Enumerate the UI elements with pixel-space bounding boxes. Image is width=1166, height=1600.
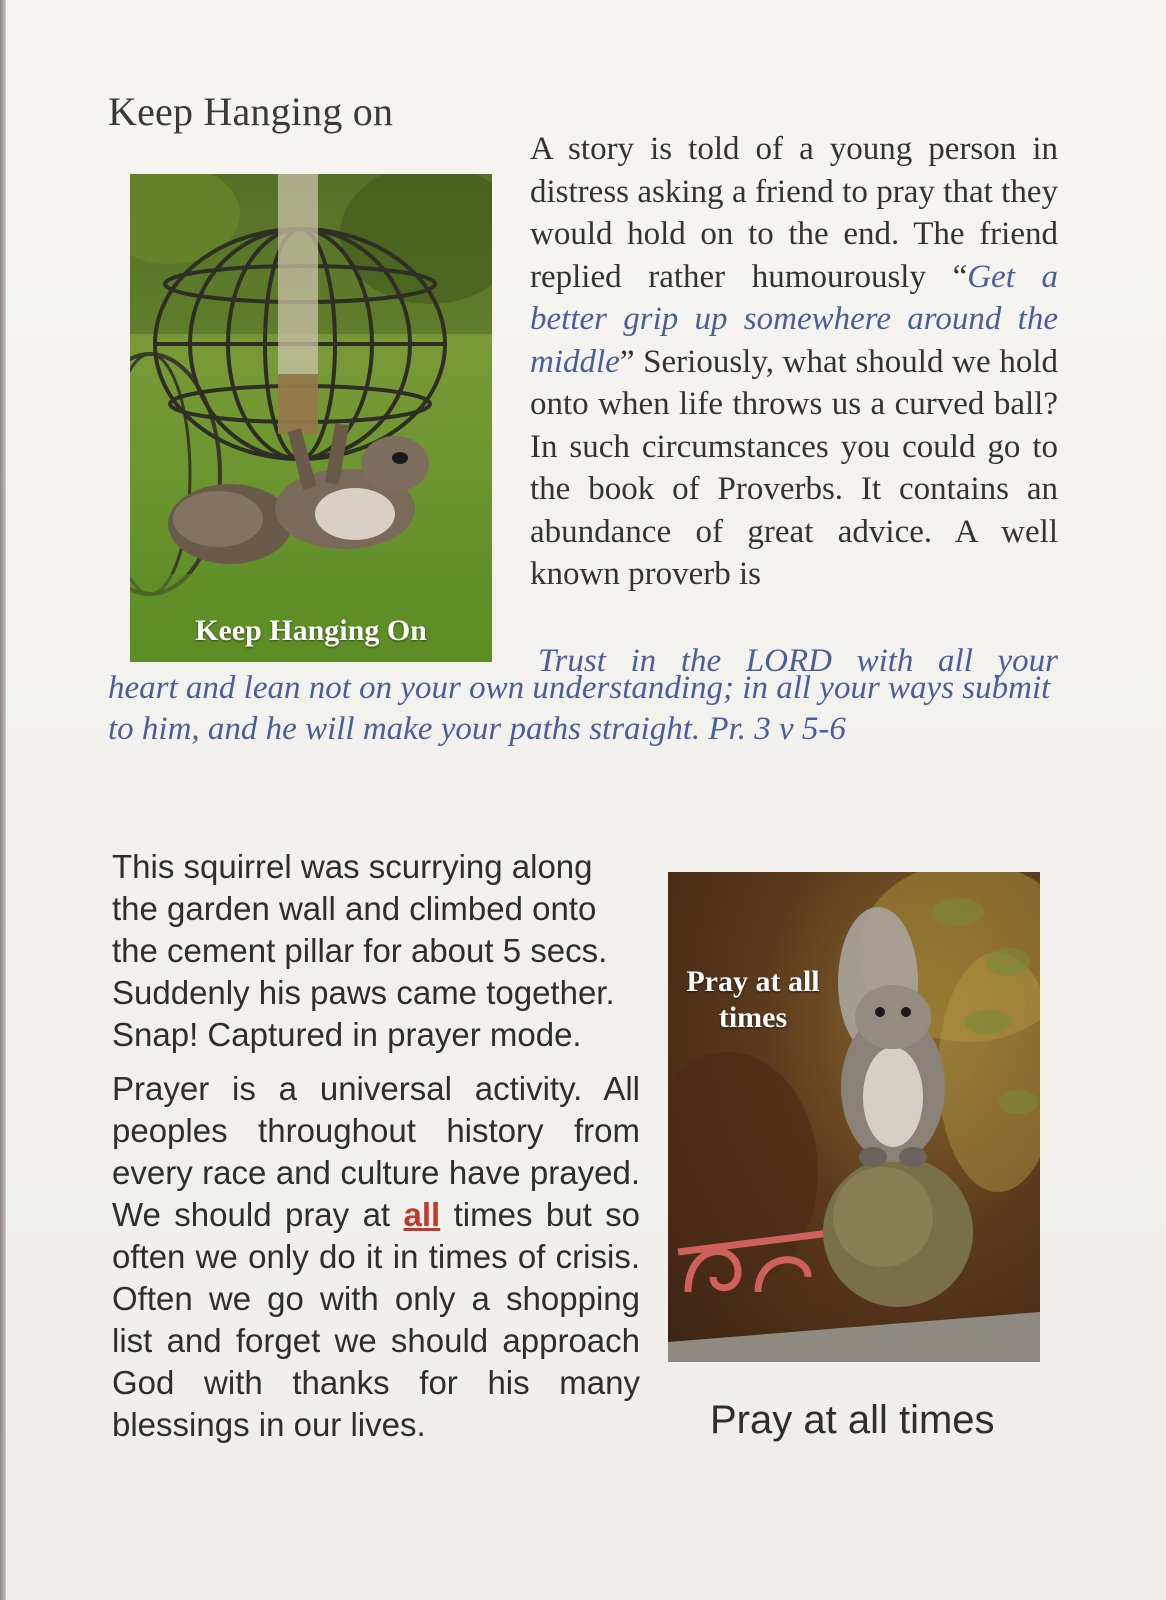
verse-text: heart and lean not on your own understanding; in all your ways submit to him, and he will make your paths straight. bbox=[108, 670, 1051, 747]
story-text-continued: Seriously, what should we hold onto when life throws us a curved ball? In such circumstances you could go to the book of Proverbs. It contains an abundance of great advice. A well known proverb is bbox=[530, 343, 1058, 592]
verse-reference: Pr. 3 v 5-6 bbox=[708, 711, 846, 747]
prayer-text-before: Prayer is a universal activity. All peoples throughout history from every race and culture have prayed. We should pray at bbox=[112, 1070, 640, 1233]
praying-squirrel-illustration bbox=[668, 872, 1040, 1362]
emphasis-all: all bbox=[403, 1196, 441, 1233]
photo2-caption: Pray at all times bbox=[686, 965, 820, 1034]
squirrel-paragraph-text: This squirrel was scurrying along the garden wall and climbed onto the cement pillar for about 5 secs. Suddenly his paws came together. Snap! Captured in prayer mode. bbox=[112, 848, 615, 1053]
squirrel-paragraph bbox=[112, 846, 640, 1056]
feeder-illustration bbox=[130, 174, 492, 662]
praying-squirrel-photo bbox=[668, 872, 1040, 1362]
prayer-paragraph bbox=[112, 1068, 640, 1446]
story-paragraph bbox=[530, 128, 1058, 596]
story-text-intro: A story is told of a young person in distress asking a friend to pray that they would hold on to the end. The friend replied rather humourously “ bbox=[530, 131, 1058, 295]
verse-body bbox=[108, 668, 1058, 750]
verse-first-line: Trust in the LORD with all your bbox=[538, 643, 1058, 679]
prayer-text-after: times but so often we only do it in times of crisis. Often we go with only a shopping list and forget we should approach God with thanks for his many blessings in our lives. bbox=[112, 1196, 640, 1443]
photo1-caption: Keep Hanging On bbox=[195, 614, 427, 647]
photo2-caption-below: Pray at all times bbox=[710, 1398, 995, 1442]
story-quote-close: ” bbox=[619, 343, 635, 380]
page-heading: Keep Hanging on bbox=[108, 89, 394, 134]
story-quote: Get a better grip up somewhere around the middle bbox=[530, 258, 1058, 380]
page-edge-shadow bbox=[0, 0, 6, 1600]
squirrel-feeder-photo bbox=[130, 174, 492, 662]
